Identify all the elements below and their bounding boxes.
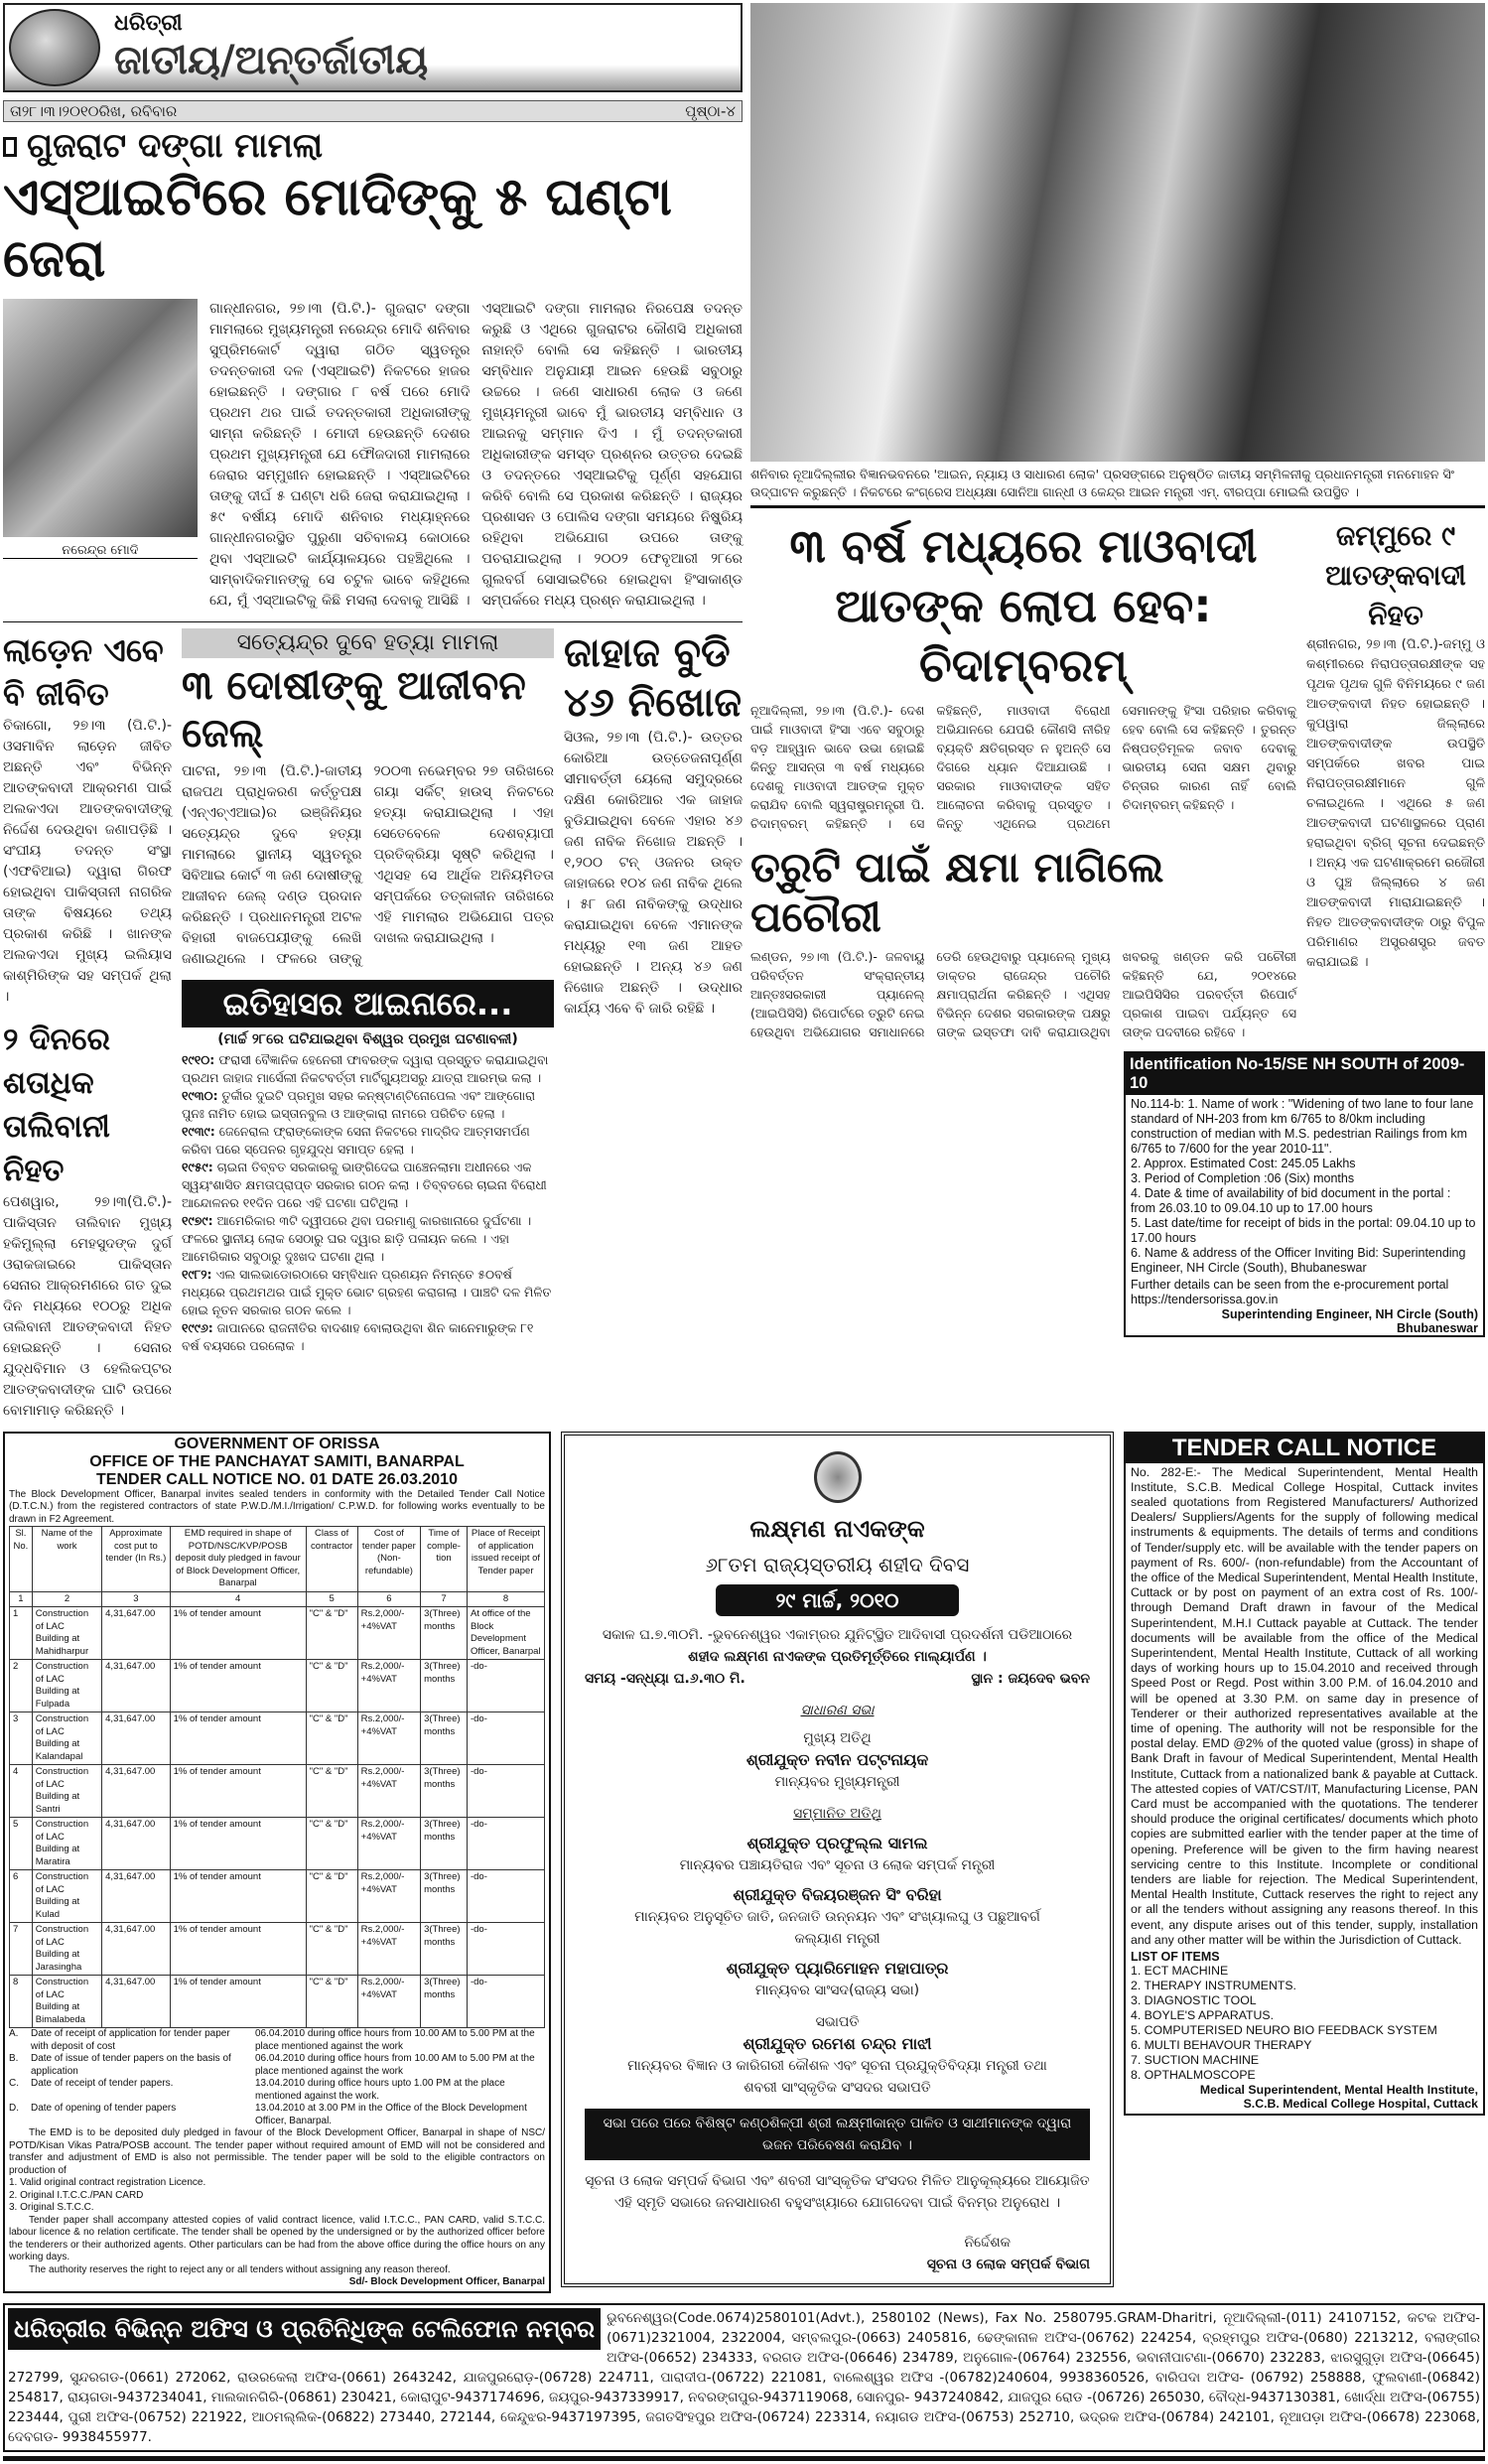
president-role: ମାନ୍ୟବର ବିଜ୍ଞାନ ଓ କାରିଗରୀ କୌଶଳ ଏବଂ ସୂଚନା ପ୍ରଯୁକ୍ତିବିଦ୍ୟା ମନ୍ତ୍ରୀ ତଥା ଶବରୀ ସାଂସ୍କୃତିକ ସଂସଦର ସଭାପତି <box>627 2057 1047 2096</box>
table-header: Cost of tender paper (Non-refundable) <box>357 1527 420 1592</box>
table-cell: 1% of tender amount <box>170 1712 306 1765</box>
chief-name: ଶ୍ରୀଯୁକ୍ତ ନବୀନ ପଟ୍ଟନାୟକ <box>745 1749 929 1769</box>
table-cell: 4,31,647.00 <box>102 1870 171 1923</box>
tcn-item: 1. ECT MACHINE <box>1131 1964 1229 1979</box>
table-cell: 4,31,647.00 <box>102 1976 171 2028</box>
notice-date: ୨୯ ମାର୍ଚ୍ଚ, ୨୦୧୦ <box>716 1584 959 1616</box>
table-cell: "C" & "D" <box>306 1660 357 1712</box>
doc-item: 1. Valid original contract registration Licence. <box>9 2177 206 2189</box>
chief-role: ମାନ୍ୟବର ମୁଖ୍ୟମନ୍ତ୍ରୀ <box>774 1773 900 1790</box>
table-cell: At office of the Block Development Officer, Banarpal <box>467 1607 544 1660</box>
guest-role: ମାନ୍ୟବର ଅନୁସୂଚିତ ଜାତି, ଜନଜାତି ଉନ୍ନୟନ ଏବଂ ସଂଖ୍ୟାଲଘୁ ଓ ପଛୁଆବର୍ଗ କଲ୍ୟାଣ ମନ୍ତ୍ରୀ <box>634 1908 1040 1947</box>
bhajan-banner: ସଭା ପରେ ପରେ ବିଶିଷ୍ଟ କଣ୍ଠଶିଳ୍ପୀ ଶ୍ରୀ ଲକ୍ଷ୍ମୀକାନ୍ତ ପାଳିତ ଓ ସାଥୀମାନଙ୍କ ଦ୍ୱାରା ଭଜନ ପରିବେଷଣ କରାଯିବ । <box>585 2109 1090 2160</box>
guest-name: ଶ୍ରୀଯୁକ୍ତ ପ୍ୟାରିମୋହନ ମହାପାତ୍ର <box>726 1958 949 1978</box>
pachauri-body: ଲଣ୍ଡନ, ୨୭।୩ (ପି.ଟି.)- ଜଳବାୟୁ ପରିବର୍ତ୍ତନ ସଂକ୍ରାନ୍ତୀୟ ଆନ୍ତଃସରକାରୀ ପ୍ୟାନେଲ୍ (ଆଇପିସିସି) ରିପୋର୍ଟରେ ତ୍ରୁଟି ନେଇ ହେଉଥିବା ଅଭିଯୋଗର ସମାଧାନରେ ଡେରି ହେଉଥିବାରୁ ପ୍ୟାନେଲ୍ ମୁଖ୍ୟ ଡାକ୍ତର ରାଜେନ୍ଦ୍ର ପଚୌରି କ୍ଷମାପ୍ରାର୍ଥନା କରିଛନ୍ତି । ଏଥିସହ ବିଭିନ୍ନ ଦେଶର ସରକାରଙ୍କ ପକ୍ଷରୁ ତାଙ୍କ ଇସ୍ତଫା ଦାବି କରାଯାଉଥିବା ଖବରକୁ ଖଣ୍ଡନ କରି ପଚୌରୀ କହିଛନ୍ତି ଯେ, ୨୦୧୪ରେ ଆଇପିସିସିର ପରବର୍ତ୍ତୀ ରିପୋର୍ଟ ପ୍ରକାଶ ପାଇବା ପର୍ଯ୍ୟନ୍ତ ସେ ତାଙ୍କ ପଦବୀରେ ରହିବେ । <box>750 948 1296 1039</box>
table-cell: -do- <box>467 1818 544 1870</box>
column-number: 6 <box>357 1591 420 1607</box>
tender-dates <box>9 2028 545 2127</box>
notice-time: ସମୟ -ସନ୍ଧ୍ୟା ଘ.୬.୩୦ ମି. <box>585 1670 745 1687</box>
date-row <box>9 2103 545 2127</box>
table-cell: Rs.2,000/- +4%VAT <box>357 1660 420 1712</box>
column-number: 8 <box>467 1591 544 1607</box>
table-cell: 1% of tender amount <box>170 1660 306 1712</box>
notice-time-place <box>585 1668 1090 1690</box>
history-item <box>182 1159 554 1212</box>
nh-notice-title: Identification No-15/SE NH SOUTH of 2009-10 <box>1126 1053 1483 1095</box>
table-cell: 3(Three) months <box>421 1976 468 2028</box>
guest-name: ଶ୍ରୀଯୁକ୍ତ ପ୍ରଫୁଲ୍ଲ ସାମଲ <box>746 1833 928 1852</box>
history-box <box>182 980 554 1355</box>
table-cell: 4,31,647.00 <box>102 1818 171 1870</box>
history-item <box>182 1212 554 1266</box>
history-text: ଚାଇନା ତିବ୍ବତ ସରକାରକୁ ଭାଙ୍ଗିଦେଇ ପାଞ୍ଚେନଲାମା ଅଧୀନରେ ଏକ ସ୍ୱୟଂଶାସିତ କ୍ଷମତାପ୍ରାପ୍ତ ସରକାର ଗଠନ କଲା । ତିବ୍ବତରେ ଚାଇନା ବିରୋଧୀ ଆନ୍ଦୋଳନର ୧୧ଦିନ ପରେ ଏହି ଘଟଣା ଘଟିଥିଲା । <box>182 1159 547 1210</box>
bottom-section <box>3 1432 1485 2293</box>
table-cell: 4,31,647.00 <box>102 1765 171 1818</box>
top-section <box>3 3 1485 1422</box>
table-cell: 4,31,647.00 <box>102 1607 171 1660</box>
left-column <box>3 3 743 1422</box>
table-cell: 2 <box>10 1660 33 1712</box>
column-number: 2 <box>32 1591 101 1607</box>
president-name: ଶ୍ରୀଯୁକ୍ତ ରମେଶ ଚନ୍ଦ୍ର ମାଝୀ <box>743 2033 932 2053</box>
ship-body: ସିଓଲ, ୨୭।୩ (ପି.ଟି.)- ଉତ୍ତର କୋରିଆ ଉତ୍ତେଜନାପୂର୍ଣ୍ଣ ସୀମାବର୍ତ୍ତୀ ୟେଲୋ ସମୁଦ୍ରରେ ଦକ୍ଷିଣ କୋରିଆର ଏକ ଜାହାଜ ବୁଡିଯାଇଥିବା ବେଳେ ଏହାର ୪୬ ଜଣ ନାବିକ ନିଖୋଜ ଅଛନ୍ତି । ୧,୨୦୦ ଟନ୍ ଓଜନର ଉକ୍ତ ଜାହାଜରେ ୧୦୪ ଜଣ ନାବିକ ଥିଲେ । ୫୮ ଜଣ ନାବିକଙ୍କୁ ଉଦ୍ଧାର କରାଯାଇଥିବା ବେଳେ ଏମାନଙ୍କ ମଧ୍ୟରୁ ୧୩ ଜଣ ଆହତ ହୋଇଛନ୍ତି । ଅନ୍ୟ ୪୬ ଜଣ ନିଖୋଜ ଅଛନ୍ତି । ଉଦ୍ଧାର କାର୍ଯ୍ୟ ଏବେ ବି ଜାରି ରହିଛି । <box>564 729 743 1017</box>
notice-morning2: ଶହୀଦ ଲକ୍ଷ୍ମଣ ନାଏକଙ୍କ ପ୍ରତିମୂର୍ତ୍ତିରେ ମାଲ୍ୟାର୍ପଣ । <box>688 1648 987 1665</box>
table-cell: "C" & "D" <box>306 1976 357 2028</box>
history-item <box>182 1319 554 1355</box>
table-cell: 1% of tender amount <box>170 1818 306 1870</box>
table-cell: "C" & "D" <box>306 1607 357 1660</box>
dube-kicker: ସତ୍ୟେନ୍ଦ୍ର ଦୁବେ ହତ୍ୟା ମାମଲା <box>182 628 554 658</box>
table-cell: -do- <box>467 1765 544 1818</box>
bottom-rule <box>3 2456 1485 2461</box>
modi-photo-caption: ନରେନ୍ଦ୍ର ମୋଦି <box>3 543 198 559</box>
table-cell: "C" & "D" <box>306 1765 357 1818</box>
table-row <box>10 1923 545 1976</box>
history-title: ଇତିହାସର ଆଇନାରେ... <box>182 980 554 1027</box>
table-cell: Construction of LAC Building at Mahidharpur <box>32 1607 101 1660</box>
col-ship <box>564 628 743 1020</box>
table-cell: 1 <box>10 1607 33 1660</box>
right-column <box>750 3 1485 1337</box>
table-header: Time of comple-tion <box>421 1527 468 1592</box>
table-cell: 1% of tender amount <box>170 1923 306 1976</box>
date-label: Date of receipt of tender papers. <box>31 2078 174 2090</box>
history-text: ଆମେରିକାର ୩ଟି ଦ୍ୱୀପରେ ଥିବା ପରମାଣୁ କାରଖାନାରେ ଦୁର୍ଘଟଣା । ଫଳରେ ସ୍ଥାନୀୟ ଲୋକ ସେଠାରୁ ଘର ଦ୍ୱାର ଛାଡ଼ି ପଳାୟନ କଲେ । ଏହା ଆମେରିକାର ସବୁଠାରୁ ଦୁଃଖଦ ଘଟଣା ଥିଲା । <box>182 1212 532 1264</box>
dube-body: ପାଟନା, ୨୭।୩ (ପି.ଟି.)-ଜାତୀୟ ରାଜପଥ ପ୍ରାଧିକରଣ କର୍ତ୍ତୃପକ୍ଷ (ଏନ୍‌ଏଚ୍‌ଏଆଇ)ର ଇଞ୍ଜିନିୟର ସତ୍ୟେନ୍ଦ୍ର ଦୁବେ ହତ୍ୟା ମାମଲାରେ ସ୍ଥାନୀୟ ସ୍ୱତନ୍ତ୍ର ସିବିଆଇ କୋର୍ଟ ୩ ଜଣ ଦୋଷୀଙ୍କୁ ଆଜୀବନ ଜେଲ୍ ଦଣ୍ଡ ପ୍ରଦାନ କରିଛନ୍ତି । ପ୍ରଧାନମନ୍ତ୍ରୀ ଅଟଳ ବିହାରୀ ବାଜପେୟୀଙ୍କୁ ଲେଖି ଜଣାଇଥିଲେ । ଫଳରେ ତାଙ୍କୁ ୨୦୦୩ ନଭେମ୍ବର ୨୭ ତାରିଖରେ ଗୟା ସର୍କିଟ୍ ହାଉସ୍ ନିକଟରେ ହତ୍ୟା କରାଯାଇଥିଲା । ଏହା ସେତେବେଳେ ଦେଶବ୍ୟାପୀ ପ୍ରତିକ୍ରିୟା ସୃଷ୍ଟି କରିଥିଲା । ଏଥିସହ ସେ ଆର୍ଥିକ ଅନିୟମିତତା ସମ୍ପର୍କରେ ତତ୍କାଳୀନ ତାରିଖରେ ଏହି ମାମଲାର ଅଭିଯୋଗ ପତ୍ର ଦାଖଲ କରାଯାଇଥିଲା । <box>182 762 554 967</box>
col-laden-taliban <box>3 628 172 1422</box>
table-cell: 5 <box>10 1818 33 1870</box>
table-row <box>10 1660 545 1712</box>
history-year: ୧୯୭୯: <box>182 1212 213 1228</box>
taliban-body: ପେଶୱାର, ୨୭।୩(ପି.ଟି.)- ପାକିସ୍ତାନ ତାଲିବାନ ମୁଖ୍ୟ ହକିମୁଲ୍ଲା ମେହସୁଦଙ୍କ ଦୁର୍ଗ ଓରାକଜାଇରେ ପାକିସ୍ତାନ ସେନାର ଆକ୍ରମଣରେ ଗତ ଦୁଇ ଦିନ ମଧ୍ୟରେ ୧୦୦ରୁ ଅଧିକ ତାଲିବାନୀ ଆତଙ୍କବାଦୀ ନିହତ ହୋଇଛନ୍ତି । ସେନାର ଯୁଦ୍ଧବିମାନ ଓ ହେଲିକପ୍ଟର ଆତଙ୍କବାଦୀଙ୍କ ଘାଟି ଉପରେ ବୋମାମାଡ଼ କରିଛନ୍ତି । <box>3 1193 172 1419</box>
history-text: ତୁର୍କୀର ଦୁଇଟି ପ୍ରମୁଖ ସହର କନ୍‌ଷ୍ଟାଣ୍ଟିନୋପେଲ ଏବଂ ଆଙ୍ଗୋରା ପୁନଃ ନାମିତ ହୋଇ ଇସ୍ତାନବୁଲ ଓ ଆଙ୍କାରା ନାମରେ ପରିଚିତ ହେଲା । <box>182 1087 536 1121</box>
table-row <box>10 1712 545 1765</box>
history-item <box>182 1123 554 1159</box>
table-cell: 4,31,647.00 <box>102 1923 171 1976</box>
tcn-title: TENDER CALL NOTICE <box>1126 1434 1483 1463</box>
table-row <box>10 1870 545 1923</box>
table-cell: Construction of LAC Building at Jarasingha <box>32 1923 101 1976</box>
brand-logo: ଧରିତ୍ରୀ <box>114 11 183 36</box>
table-cell: 4,31,647.00 <box>102 1712 171 1765</box>
issue-date: ତା୨୮।୩।୨୦୧୦ରିଖ, ରବିବାର <box>10 102 178 120</box>
masthead-titles <box>114 11 737 84</box>
date-row <box>9 2078 545 2103</box>
maoist-body: ନୂଆଦିଲ୍ଲୀ, ୨୭।୩ (ପି.ଟି.)- ଦେଶ ପାଇଁ ମାଓବାଦୀ ହିଂସା ଏବେ ସବୁଠାରୁ ବଡ଼ ଆହ୍ୱାନ ଭାବେ ଉଭା ହୋଇଛି କିନ୍ତୁ ଆସନ୍ତା ୩ ବର୍ଷ ମଧ୍ୟରେ ଦେଶକୁ ମାଓବାଦୀ ଆତଙ୍କ ମୁକ୍ତ କରାଯିବ ବୋଲି ସ୍ୱରାଷ୍ଟ୍ରମନ୍ତ୍ରୀ ପି. ଚିଦାମ୍ବରମ୍ କହିଛନ୍ତି । ସେ କହିଛନ୍ତି, ମାଓବାଦୀ ବିରୋଧୀ ଅଭିଯାନରେ ଯେପରି କୌଣସି ନୀରିହ ବ୍ୟକ୍ତି କ୍ଷତିଗ୍ରସ୍ତ ନ ହୁଅନ୍ତି ସେ ଦିଗରେ ଧ୍ୟାନ ଦିଆଯାଉଛି । ସରକାର ମାଓବାଦୀଙ୍କ ସହିତ ଆଲୋଚନା କରିବାକୁ ପ୍ରସ୍ତୁତ । କିନ୍ତୁ ଏଥିନେଇ ପ୍ରଥମେ ସେମାନଙ୍କୁ ହିଂସା ପରିହାର କରିବାକୁ ହେବ ବୋଲି ସେ କହିଛନ୍ତି । ତୁରନ୍ତ ନିଷ୍ପତ୍ତିମୂଳକ ଜବାବ ଦେବାକୁ ଭାରତୀୟ ସେନା ସକ୍ଷମ ଥିବାରୁ ଚିନ୍ତାର କାରଣ ନାହିଁ ବୋଲି ଚିଦାମ୍ବରମ୍ କହିଛନ୍ତି । <box>750 703 1296 831</box>
square-bullet-icon <box>3 137 17 157</box>
history-text: ଜାପାନରେ ରାଜନୀତିର ବାଦଶାହ ବୋଲାଉଥିବା ଶିନ କାନେମାରୁଙ୍କ ୮୧ ବର୍ଷ ବୟସରେ ପରଲୋକ । <box>182 1319 534 1353</box>
pachauri-headline: ତ୍ରୁଟି ପାଇଁ କ୍ଷମା ମାଗିଲେ ପଚୌରୀ <box>750 843 1164 942</box>
govt-sign: Sd/- Block Development Officer, Banarpal <box>348 2276 545 2288</box>
history-year: ୧୯୩୦: <box>182 1087 218 1103</box>
column-number: 5 <box>306 1591 357 1607</box>
lead-body: ଗାନ୍ଧୀନଗର, ୨୭।୩ (ପି.ଟି.)- ଗୁଜରାଟ ଦଙ୍ଗା ମାମଲାରେ ମୁଖ୍ୟମନ୍ତ୍ରୀ ନରେନ୍ଦ୍ର ମୋଦି ଶନିବାର ସୁପ୍ରିମକୋର୍ଟ ଦ୍ୱାରା ଗଠିତ ସ୍ୱତନ୍ତ୍ର ତଦନ୍ତକାରୀ ଦଳ (ଏସ୍‌ଆଇଟି) ନିକଟରେ ହାଜର ହୋଇଛନ୍ତି । ଦଙ୍ଗାର ୮ ବର୍ଷ ପରେ ମୋଦି ପ୍ରଥମ ଥର ପାଇଁ ତଦନ୍ତକାରୀ ଅଧିକାରୀଙ୍କୁ ସାମ୍ନା କରିଛନ୍ତି । ମୋଦୀ ହେଉଛନ୍ତି ଦେଶର ପ୍ରଥମ ମୁଖ୍ୟମନ୍ତ୍ରୀ ଯେ ଫୌଜଦାରୀ ମାମଲାରେ ଜେରାର ସମ୍ମୁଖୀନ ହୋଇଛନ୍ତି । ଏସ୍‌ଆଇଟିରେ ତାଙ୍କୁ ଦୀର୍ଘ ୫ ଘଣ୍ଟା ଧରି ଜେରା କରାଯାଇଥିଲା । ୫୯ ବର୍ଷୀୟ ମୋଦି ଶନିବାର ମଧ୍ୟାହ୍ନରେ ଗାନ୍ଧୀନଗରସ୍ଥିତ ପୁରୁଣା ସଚିବାଳୟ କୋଠାରେ ଥିବା ଏସ୍‌ଆଇଟି କାର୍ଯ୍ୟାଳୟରେ ପହଞ୍ଚିଥିଲେ । ସାମ୍ବାଦିକମାନଙ୍କୁ ସେ ଚଟୁଳ ଭାବେ କହିଥିଲେ ଯେ, ମୁଁ ଏସ୍‌ଆଇଟିକୁ କିଛି ମସଲା ଦେବାକୁ ଆସିଛି । ଏସ୍‌ଆଇଟି ଦଙ୍ଗା ମାମଲାର ନିରପେକ୍ଷ ତଦନ୍ତ କରୁଛି ଓ ଏଥିରେ ଗୁଜରାଟର କୌଣସି ଅଧିକାରୀ ନାହାନ୍ତି ବୋଲି ସେ କହିଛନ୍ତି । ଭାରତୀୟ ସମ୍ବିଧାନ ଅନୁଯାୟୀ ଆଇନ ହେଉଛି ସବୁଠାରୁ ଉଚ୍ଚରେ । ଜଣେ ସାଧାରଣ ଲୋକ ଓ ଜଣେ ମୁଖ୍ୟମନ୍ତ୍ରୀ ଭାବେ ମୁଁ ଭାରତୀୟ ସମ୍ବିଧାନ ଓ ଆଇନକୁ ସମ୍ମାନ ଦିଏ । ମୁଁ ତଦନ୍ତକାରୀ ଅଧିକାରୀଙ୍କ ସମସ୍ତ ପ୍ରଶ୍ନର ଉତ୍ତର ଦେଇଛି ଓ ତଦନ୍ତରେ ଏସ୍‌ଆଇଟିକୁ ପୂର୍ଣ୍ଣ ସହଯୋଗ କରିବି ବୋଲି ସେ ପ୍ରକାଶ କରିଛନ୍ତି । ରାଜ୍ୟର ପ୍ରଶାସନ ଓ ପୋଲିସ ଦଙ୍ଗା ସମୟରେ ନିଷ୍କ୍ରିୟ ରହିଥିବା ଅଭିଯୋଗ ଉପରେ ତାଙ୍କୁ ପଚରାଯାଇଥିଲା । ୨୦୦୨ ଫେବୃଆରୀ ୨୮ରେ ଗୁଲବର୍ଗ ସୋସାଇଟିରେ ହୋଇଥିବା ହିଂସାକାଣ୍ଡ ସମ୍ପର୍କରେ ମଧ୍ୟ ପ୍ରଶ୍ନ କରାଯାଇଥିଲା । <box>209 300 743 609</box>
nh-sign1: Superintending Engineer, NH Circle (South) <box>1221 1306 1478 1321</box>
column-number: 7 <box>421 1591 468 1607</box>
table-cell: 3(Three) months <box>421 1923 468 1976</box>
nh-item: 3. Period of Completion :06 (Six) months <box>1131 1170 1355 1185</box>
table-cell: 6 <box>10 1870 33 1923</box>
table-row <box>10 1765 545 1818</box>
history-year: ୧୯୧୦: <box>182 1051 215 1067</box>
table-cell: Construction of LAC Building at Bimalabeda <box>32 1976 101 2028</box>
notice-appeal: ସୂଚନା ଓ ଲୋକ ସମ୍ପର୍କ ବିଭାଗ ଏବଂ ଶବରୀ ସାଂସ୍କୃତିକ ସଂସଦର ମିଳିତ ଆନୁକୂଲ୍ୟରେ ଆୟୋଜିତ ଏହି ସ୍ମୃତି ସଭାରେ ଜନସାଧାରଣ ବହୁସଂଖ୍ୟାରେ ଯୋଗଦେବା ପାଇଁ ବିନମ୍ର ଅନୁରୋଧ । <box>585 2172 1090 2211</box>
date-value: 06.04.2010 during office hours from 10.00 AM to 5.00 PM at the place mentioned against the work <box>255 2053 535 2077</box>
nh-sign2: Bhubaneswar <box>1397 1320 1478 1335</box>
govt-emd: The EMD is to be deposited duly pledged in favour of the Block Development Officer, Banarpal in shape of NSC/ POTD/Kisan Vikas Patra/POSB account. The tender paper without required amount of EMD will not be considered and transfer and adjustment of EMD is also not permissible. The tender paper will be sold to the eligible contractors on production of <box>9 2127 545 2176</box>
table-cell: 1% of tender amount <box>170 1765 306 1818</box>
tcn-item: 6. MULTI BEHAVOUR THERAPY <box>1131 2038 1312 2053</box>
president-label: ସଭାପତି <box>815 2013 860 2030</box>
lead-kicker-text: ଗୁଜରାଟ ଦଙ୍ଗା ମାମଲା <box>27 126 324 166</box>
guests-label: ସମ୍ମାନିତ ଅତିଥି <box>793 1805 881 1822</box>
history-text: ଜେନେରାଲ ଫ୍ରାଙ୍କୋଙ୍କ ସେନା ନିକଟରେ ମାଦ୍ରିଦ ଆତ୍ମସମର୍ପଣ କରିବା ପରେ ସ୍ପେନର ଗୃହଯୁଦ୍ଧ ସମାପ୍ତ ହେଲା । <box>182 1123 530 1157</box>
history-year: ୧୯୮୨: <box>182 1266 212 1282</box>
table-cell: 1% of tender amount <box>170 1870 306 1923</box>
nh-item: 6. Name & address of the Officer Inviting Bid: Superintending Engineer, NH Circle (South), Bhubaneswar <box>1131 1245 1466 1275</box>
tcn-list-title: LIST OF ITEMS <box>1131 1950 1220 1965</box>
globe-logo-icon <box>9 9 100 86</box>
table-cell: 1% of tender amount <box>170 1976 306 2028</box>
modi-photo-block <box>3 299 198 559</box>
nh-item: 2. Approx. Estimated Cost: 245.05 Lakhs <box>1131 1156 1356 1170</box>
dube-headline: ୩ ଦୋଷୀଙ୍କୁ ଆଜୀବନ ଜେଲ୍ <box>182 662 526 756</box>
table-cell: -do- <box>467 1923 544 1976</box>
sign-dept: ସୂଚନା ଓ ଲୋକ ସମ୍ପର୍କ ବିଭାଗ <box>926 2256 1090 2272</box>
table-cell: 4 <box>10 1765 33 1818</box>
history-text: ଏଲ ସାଲଭାଡୋରଠାରେ ସମ୍ବିଧାନ ପ୍ରଣୟନ ନିମନ୍ତେ ୫୦ବର୍ଷ ମଧ୍ୟରେ ପ୍ରଥମଥର ପାଇଁ ମୁକ୍ତ ଭୋଟ ଗ୍ରହଣ କରାଗଲା । ପାଞ୍ଚଟି ଦଳ ମିଳିତ ହୋଇ ନୂତନ ସରକାର ଗଠନ କଲେ । <box>182 1266 552 1317</box>
date-label: Date of receipt of application for tender paper with deposit of cost <box>31 2028 230 2052</box>
laden-body: ଚିକାଗୋ, ୨୭।୩ (ପି.ଟି.)-ଓସମାବିନ ଲାଡ଼େନ ଜୀବିତ ଅଛନ୍ତି ଏବଂ ବିଭିନ୍ନ ଆତଙ୍କବାଦୀ ଆକ୍ରମଣ ପାଇଁ ଅଲକଏଦା ଆତଙ୍କବାଦୀଙ୍କୁ ନିର୍ଦ୍ଦେଶ ଦେଉଥିବା ଜଣାପଡ଼ିଛି । ସଂଘୀୟ ତଦନ୍ତ ସଂସ୍ଥା (ଏଫବିଆଇ) ଦ୍ୱାରା ଗିରଫ ହୋଇଥିବା ପାକିସ୍ତାନୀ ନାଗରିକ ତାଙ୍କ ବିଷୟରେ ତଥ୍ୟ ପ୍ରକାଶ କରିଛି । ଖାନଙ୍କ ଅଲକଏଦା ମୁଖ୍ୟ ଇଲିୟାସ କାଶ୍ମିରିଙ୍କ ସହ ସମ୍ପର୍କ ଥିଲା । <box>3 717 172 1005</box>
photo-caption: ଶନିବାର ନୂଆଦିଲ୍ଲୀର ବିଜ୍ଞାନଭବନରେ 'ଆଇନ, ନ୍ୟାୟ ଓ ସାଧାରଣ ଲୋକ' ପ୍ରସଙ୍ଗରେ ଅନୁଷ୍ଠିତ ଜାତୀୟ ସମ୍ମିଳନୀକୁ ପ୍ରଧାନମନ୍ତ୍ରୀ ମନମୋହନ ସିଂ ଉଦ୍‌ଘାଟନ କରୁଛନ୍ତି । ନିକଟରେ କଂଗ୍ରେସ ଅଧ୍ୟକ୍ଷା ସୋନିଆ ଗାନ୍ଧୀ ଓ କେନ୍ଦ୍ର ଆଇନ ମନ୍ତ୍ରୀ ଏମ୍‌. ବୀରପ୍ପା ମୋଇଲି ଉପସ୍ଥିତ । <box>750 462 1485 508</box>
nh-notice <box>1124 1051 1485 1337</box>
table-cell: 3(Three) months <box>421 1818 468 1870</box>
tcn-body: No. 282-E:- The Medical Superintendent, Mental Health Institute, S.C.B. Medical College Hospital, Cuttack invites sealed quotations from Registered Manufacturers/ Authorized Dealers/ Suppliers/Agents for the supply of following medical instruments & equipments. The details of terms and conditions of Tender/supply etc. will be available with the tender papers on payment of Rs. 600/- (non-refundable) from the Accountant of the office of the Medical Superintendent, Mental Health Institute, Cuttack or by post on payment of an extra cost of Rs. 100/- through Demand Draft drawn in favour of the Medical Superintendent, M.H.I Cuttack payable at Cuttack. The tender documents will be available from the office of the Medical Superintendent, Mental Health Institute, Cuttack of all working days of working hours up to 15.04.2010 and received through Speed Post or Regd. Post within 3.00 P.M. of 16.04.2010 and will be opened at 3.30 P.M. on same day in presence of Tenderer or their authorized representatives available at the time of opening. The authority will not be responsible for the postal delay. EMD @2% of the quoted value (gross) in shape of Bank Draft in favour of Medical Superintendent, Mental Health Institute, Cuttack from a nationalized bank & payable at Cuttack. The attested copies of VAT/CST/IT, Manufacturing License, PAN Card must be accompanied with the quotations. The tenderer should produce the original certificates/ documents which photo copies are submitted earlier with the tender paper at the time of opening. Preference will be given to the firm having nearest servicing centre to this Institute. Incomplete or conditional tenders are liable for rejection. The Medical Superintendent, Mental Health Institute, Cuttack reserves the right to reject any or all the tenders without assigning any reasons thereof. In this event, any dispute arises out of this tender, supply, installation and any other matter will be within the Jurisdiction of Cuttack. <box>1131 1464 1478 1947</box>
table-cell: "C" & "D" <box>306 1818 357 1870</box>
footer-label: ଧରିତ୍ରୀର ବିଭିନ୍ନ ଅଫିସ ଓ ପ୍ରତିନିଧିଙ୍କ ଟେଲିଫୋନ ନମ୍ବର <box>8 2308 601 2350</box>
modi-photo <box>3 299 198 537</box>
doc-item: 3. Original S.T.C.C. <box>9 2202 94 2214</box>
lead-row <box>3 299 743 612</box>
date-row <box>9 2028 545 2053</box>
date-value: 13.04.2010 during office hours upto 1.00 PM at the place mentioned against the work. <box>255 2078 505 2102</box>
nh-item: 5. Last date/time for receipt of bids in the portal: 09.04.10 up to 17.00 hours <box>1131 1215 1476 1245</box>
table-cell: -do- <box>467 1870 544 1923</box>
tender-call-notice <box>1124 1432 1485 2117</box>
table-cell: 3(Three) months <box>421 1660 468 1712</box>
notice-title: ଲକ୍ଷ୍ମଣ ନାଏକଙ୍କ <box>749 1514 925 1543</box>
table-header: EMD required in shape of POTD/NSC/KVP/POSB deposit duly pledged in favour of Block Development Officer, Banarpal <box>170 1527 306 1592</box>
table-cell: Rs.2,000/- +4%VAT <box>357 1712 420 1765</box>
nh-item: No.114-b: 1. Name of work : "Widening of two lane to four lane standard of NH-203 from km 6/765 to 8/0km including construction of median with M.S. pedestrian Railings from km 6/765 to 7/600 for the year 2010-11". <box>1131 1096 1474 1156</box>
martyr-day-notice <box>561 1432 1114 2287</box>
maoist-headline: ୩ ବର୍ଷ ମଧ୍ୟରେ ମାଓବାଦୀ ଆତଙ୍କ ଲୋପ ହେବ: ଚିଦାମ୍ବରମ୍ <box>789 519 1258 692</box>
page-number: ପୃଷ୍ଠା-୪ <box>685 102 736 120</box>
guest-list <box>585 1833 1090 2001</box>
table-cell: Rs.2,000/- +4%VAT <box>357 1870 420 1923</box>
notice-place: ସ୍ଥାନ : ଜୟଦେବ ଭବନ <box>971 1670 1090 1687</box>
tcn-sign2: S.C.B. Medical College Hospital, Cuttack <box>1243 2097 1478 2112</box>
tcn-item: 4. BOYLE'S APPARATUS. <box>1131 2008 1275 2023</box>
table-cell: Rs.2,000/- +4%VAT <box>357 1818 420 1870</box>
history-year: ୧୯୩୯: <box>182 1123 215 1139</box>
guest-role: ମାନ୍ୟବର ପଞ୍ଚାୟତିରାଜ ଏବଂ ସୂଚନା ଓ ଲୋକ ସମ୍ପର୍କ ମନ୍ତ୍ରୀ <box>679 1856 996 1873</box>
table-cell: Rs.2,000/- +4%VAT <box>357 1976 420 2028</box>
panchayat-tender-notice <box>3 1432 551 2293</box>
table-header: Approximate cost put to tender (In Rs.) <box>102 1527 171 1592</box>
table-cell: -do- <box>467 1660 544 1712</box>
date-label: Date of opening of tender papers <box>31 2103 177 2115</box>
date-value: 13.04.2010 at 3.00 PM in the Office of the Block Development Officer, Banarpal. <box>255 2103 527 2126</box>
section-title: ଜାତୀୟ/ଅନ୍ତର୍ଜାତୀୟ <box>114 38 429 83</box>
tcn-item: 8. OPTHALMOSCOPE <box>1131 2068 1256 2083</box>
date-key: A. <box>9 2028 19 2040</box>
sign-title: ନିର୍ଦ୍ଦେଶକ <box>964 2234 1011 2251</box>
table-cell: 3(Three) months <box>421 1712 468 1765</box>
history-year: ୧୯୯୬: <box>182 1319 213 1335</box>
table-cell: "C" & "D" <box>306 1923 357 1976</box>
table-cell: 4,31,647.00 <box>102 1660 171 1712</box>
date-bar <box>3 100 743 122</box>
table-cell: 3(Three) months <box>421 1607 468 1660</box>
taliban-headline: ୨ ଦିନରେ ଶତାଧିକ ତାଲିବାନୀ ନିହତ <box>3 1021 110 1188</box>
maoist-pachauri-col <box>750 516 1296 1041</box>
tcn-items <box>1126 1964 1483 2083</box>
required-documents <box>9 2177 545 2215</box>
history-list <box>182 1051 554 1355</box>
table-cell: Rs.2,000/- +4%VAT <box>357 1923 420 1976</box>
govt-para2: Tender paper shall accompany attested copies of valid contract licence, valid I.T.C.C., PAN CARD, valid S.T.C.C. labour licence & no relation certificate. The tender shall be opened by the undersigned or by the authorized officer before the tenderers or their authorized agents. Other particulars can be had from the above office during the office hours on any working days. <box>9 2214 545 2263</box>
jammu-headline: ଜମ୍ମୁରେ ୯ ଆତଙ୍କବାଦୀ ନିହତ <box>1325 519 1466 631</box>
table-header: Name of the work <box>32 1527 101 1592</box>
date-value: 06.04.2010 during office hours from 10.00 AM to 5.00 PM at the place mentioned against the work <box>255 2028 535 2052</box>
left-lower-row <box>3 621 743 1422</box>
col-dube-history <box>182 628 554 1355</box>
table-cell: 8 <box>10 1976 33 2028</box>
govt-title3: TENDER CALL NOTICE NO. 01 DATE 26.03.2010 <box>96 1470 458 1488</box>
govt-title2: OFFICE OF THE PANCHAYAT SAMITI, BANARPAL <box>89 1452 465 1470</box>
table-cell: -do- <box>467 1976 544 2028</box>
table-cell: "C" & "D" <box>306 1712 357 1765</box>
table-cell: Rs.2,000/- +4%VAT <box>357 1607 420 1660</box>
tender-works-table <box>9 1526 545 2028</box>
guest-role: ମାନ୍ୟବର ସାଂସଦ(ରାଜ୍ୟ ସଭା) <box>754 1982 920 1998</box>
notice-morning: ସକାଳ ଘ.୭.୩୦ମି. -ଭୁବନେଶ୍ୱର ଏକାମ୍ରର ଯୁନିଟ୍‌ସ୍ଥିତ ଆଦିବାସୀ ପ୍ରଦର୍ଶନୀ ପଡିଆଠାରେ <box>602 1626 1073 1643</box>
table-cell: Construction of LAC Building at Maratira <box>32 1818 101 1870</box>
date-row <box>9 2053 545 2078</box>
notice-meeting: ସାଧାରଣ ସଭା <box>800 1702 875 1718</box>
laden-headline: ଲାଡ଼େନ ଏବେ ବି ଜୀବିତ <box>3 630 164 713</box>
govt-intro: The Block Development Officer, Banarpal invites sealed tenders in conformity with the Detailed Tender Call Notice (D.T.C.N.) from the registered contractors of state P.W.D./M.I./Irrigation/ C.P.W.D. for following works eventually to be drawn in F2 Agreement. <box>9 1488 545 1525</box>
nh-item: 4. Date & time of availability of bid document in the portal : from 26.03.10 to 09.04.10 up to 17.00 hours <box>1131 1185 1451 1215</box>
table-header: Class of contractor <box>306 1527 357 1592</box>
odisha-emblem-icon <box>814 1451 862 1503</box>
date-key: B. <box>9 2053 19 2065</box>
footer-text: ଭୁବନେଶ୍ୱର(Code.0674)2580101(Advt.), 2580102 (News), Fax No. 2580795.GRAM-Dharitri, ନୂଆଦିଲ୍ଲୀ-(011) 24107152, କଟକ ଅଫିସ-(0671)2321004, 2322004, ସମ୍ବଲପୁର-(0663) 2405816, ଢେଙ୍କାନାଳ ଅଫିସ-(06762) 224254, ବ୍ରହ୍ମପୁର ଅଫିସ-(0680) 2213212, ବଲାଙ୍ଗୀର ଅଫିସ-(06652) 234333, ବରଗଡ ଅଫିସ-(06646) 234789, ଅନୁଗୋଳ-(06764) 232556, ଭବାନୀପାଟଣା-(06670) 232283, ଝାରସୁଗୁଡ଼ା ଅଫିସ-(06645) 272799, ସୁନ୍ଦରଗଡ-(0661) 272062, ରାଉରକେଲା ଅଫିସ-(0661) 2643242, ଯାଜପୁରରୋଡ଼-(06728) 224711, ପାରାଦୀପ-(06722) 221081, ବାଲେଶ୍ୱର ଅଫିସ -(06782)240604, 9938360526, ବାରିପଦା ଅଫିସ- (06792) 258888, ଫୁଲବାଣୀ-(06842) 254817, ରାୟଗଡା-9437234041, ମାଲକାନଗିରି-(06861) 230421, କୋରାପୁଟ-9437174696, ଜୟପୁର-9437339917, ନବରଙ୍ଗପୁର-9437119068, ସୋନପୁର- 9437240842, ଯାଜପୁର ରୋଡ -(06726) 265030, ବୌଦ୍ଧ-9437130381, ଖୋର୍ଦ୍ଧା ଅଫିସ-(06755) 223444, ପୁରୀ ଅଫିସ-(06752) 221922, ଆଠମଲ୍ଲିକ-(06822) 273440, 272144, କେନ୍ଦୁଝର-9437197395, ଜଗତସିଂହପୁର ଅଫିସ-(06724) 223314, ନୟାଗଡ ଅଫିସ-(06753) 252710, ଭଦ୍ରକ ଅଫିସ-(06784) 242101, ନୂଆପଡ଼ା ଅଫିସ-(06678) 223068, ଦେବଗଡ- 9938455977. <box>8 2309 1480 2445</box>
table-header: Place of Receipt of application issued receipt of Tender paper <box>467 1527 544 1592</box>
history-subtitle: (ମାର୍ଚ୍ଚ ୨୮ରେ ଘଟିଯାଇଥିବା ବିଶ୍ୱର ପ୍ରମୁଖ ଘଟଣାବଳୀ) <box>217 1030 518 1047</box>
table-cell: 3 <box>10 1712 33 1765</box>
history-item <box>182 1266 554 1319</box>
table-cell: "C" & "D" <box>306 1870 357 1923</box>
table-row <box>10 1976 545 2028</box>
table-row <box>10 1818 545 1870</box>
column-number: 3 <box>102 1591 171 1607</box>
table-row <box>10 1607 545 1660</box>
history-item <box>182 1087 554 1123</box>
tcn-item: 3. DIAGNOSTIC TOOL <box>1131 1993 1257 2008</box>
ship-headline: ଜାହାଜ ବୁଡି ୪୬ ନିଖୋଜ <box>564 629 742 726</box>
table-cell: 7 <box>10 1923 33 1976</box>
table-cell: Construction of LAC Building at Santri <box>32 1765 101 1818</box>
jammu-body: ଶ୍ରୀନଗର, ୨୭।୩ (ପି.ଟି.)-ଜମ୍ମୁ ଓ କଶ୍ମୀରରେ ନିରାପତ୍ତାରକ୍ଷୀଙ୍କ ସହ ପୃଥକ ପୃଥକ ଗୁଳି ବିନିମୟରେ ୯ ଜଣ ଆତଙ୍କବାଦୀ ନିହତ ହୋଇଛନ୍ତି । କୁପୱାରା ଜିଲ୍ଲାରେ ଆତଙ୍କବାଦୀଙ୍କ ଉପସ୍ଥିତି ସମ୍ପର୍କରେ ଖବର ପାଇ ନିରାପତ୍ତାରକ୍ଷୀମାନେ ଗୁଳି ଚଳାଇଥିଲେ । ଏଥିରେ ୫ ଜଣ ଆତଙ୍କବାଦୀ ଘଟଣାସ୍ଥଳରେ ପ୍ରାଣ ହରାଇଥିବା ବ୍ରିଗ୍ ସୂଚନା ଦେଇଛନ୍ତି । ଅନ୍ୟ ଏକ ଘଟଣାକ୍ରମେ ରଜୌରୀ ଓ ପୁଞ୍ଚ ଜିଲ୍ଲାରେ ୪ ଜଣ ଆତଙ୍କବାଦୀ ମାରାଯାଇଛନ୍ତି । ନିହତ ଆତଙ୍କବାଦୀଙ୍କ ଠାରୁ ବିପୁଳ ପରିମାଣର ଅସ୍ତ୍ରଶସ୍ତ୍ର ଜବତ କରାଯାଇଛି । <box>1306 637 1485 970</box>
doc-item: 2. Original I.T.C.C./PAN CARD <box>9 2189 144 2201</box>
date-label: Date of issue of tender papers on the basis of application <box>31 2053 231 2077</box>
table-header: Sl. No. <box>10 1527 33 1592</box>
tcn-item: 5. COMPUTERISED NEURO BIO FEEDBACK SYSTEM <box>1131 2023 1437 2038</box>
jammu-col <box>1306 516 1485 973</box>
right-news-row <box>750 516 1485 1041</box>
history-text: ଫରାସୀ ବୈଜ୍ଞାନିକ ହେନେରୀ ଫାବରଙ୍କ ଦ୍ୱାରା ପ୍ରସ୍ତୁତ କରାଯାଇଥିବା ପ୍ରଥମ ଜାହାଜ ମାର୍ସେଲୀ ନିକଟବର୍ତ୍ତୀ ମାର୍ଟିଗ୍ୟୁଅସରୁ ଯାତ୍ରା ଆରମ୍ଭ କଲା । <box>182 1051 549 1085</box>
tcn-item: 2. THERAPY INSTRUMENTS. <box>1131 1979 1296 1993</box>
tcn-sign1: Medical Superintendent, Mental Health Institute, <box>1199 2083 1478 2098</box>
date-key: D. <box>9 2103 19 2115</box>
table-cell: 3(Three) months <box>421 1870 468 1923</box>
govt-title1: GOVERNMENT OF ORISSA <box>174 1435 380 1452</box>
lead-headline: ଏସ୍‌ଆଇଟିରେ ମୋଦିଙ୍କୁ ୫ ଘଣ୍ଟା ଜେରା <box>3 167 672 290</box>
lead-kicker <box>3 126 743 167</box>
table-cell: Construction of LAC Building at Kulad <box>32 1870 101 1923</box>
table-cell: Construction of LAC Building at Kalandapal <box>32 1712 101 1765</box>
chief-label: ମୁଖ୍ୟ ଅତିଥି <box>803 1729 872 1746</box>
table-cell: 3(Three) months <box>421 1765 468 1818</box>
table-cell: -do- <box>467 1712 544 1765</box>
history-year: ୧୯୫୯: <box>182 1159 213 1174</box>
masthead <box>3 3 743 92</box>
govt-reserve: The authority reserves the right to reject any or all tenders without assigning any reason thereof. <box>29 2263 451 2275</box>
contacts-footer <box>3 2303 1485 2452</box>
pm-event-photo <box>750 3 1485 462</box>
column-number: 4 <box>170 1591 306 1607</box>
tcn-item: 7. SUCTION MACHINE <box>1131 2053 1260 2068</box>
nh-items <box>1126 1095 1483 1278</box>
table-cell: Rs.2,000/- +4%VAT <box>357 1765 420 1818</box>
notice-subtitle: ୬୮ତମ ରାଜ୍ୟସ୍ତରୀୟ ଶହୀଦ ଦିବସ <box>705 1552 970 1576</box>
column-number: 1 <box>10 1591 33 1607</box>
nh-further: Further details can be seen from the e-procurement portal https://tendersorissa.gov.in <box>1131 1277 1449 1306</box>
table-cell: Construction of LAC Building at Fulpada <box>32 1660 101 1712</box>
guest-name: ଶ୍ରୀଯୁକ୍ତ ବିଜୟରଞ୍ଜନ ସିଂ ବରିହା <box>733 1884 942 1904</box>
date-key: C. <box>9 2078 19 2090</box>
history-item <box>182 1051 554 1087</box>
table-cell: 1% of tender amount <box>170 1607 306 1660</box>
